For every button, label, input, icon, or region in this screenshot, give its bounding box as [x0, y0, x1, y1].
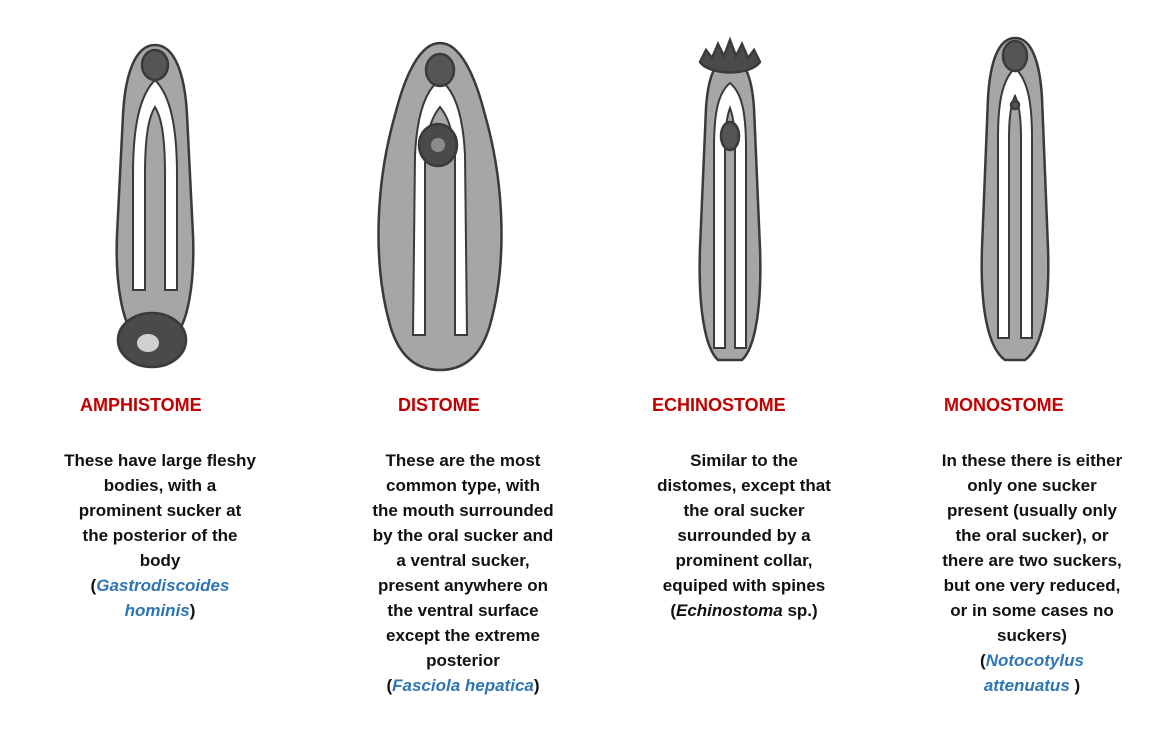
- amphistome-species: (Gastrodiscoides: [90, 576, 230, 595]
- distome-illustration: [365, 35, 515, 380]
- distome-description: These are the most common type, with the mouth surrounded by the oral sucker and a ventral sucker, present anywhere on the ventral surface except the extreme posterior (Fasciola hepatica): [333, 448, 593, 698]
- echinostome-description: Similar to the distomes, except that the oral sucker surrounded by a prominent collar, equiped with spines (Echinostoma sp.): [624, 448, 864, 623]
- echinostome-species: (Echinostoma sp.): [670, 601, 818, 620]
- amphistome-title: AMPHISTOME: [80, 395, 202, 415]
- amphistome-description: These have large fleshy bodies, with a prominent sucker at the posterior of the body (Gastrodiscoides hominis): [40, 448, 280, 623]
- distome-species: (Fasciola hepatica): [386, 676, 540, 695]
- monostome-reduced-sucker: [1011, 101, 1019, 109]
- distome-title: DISTOME: [398, 395, 480, 415]
- monostome-description: In these there is either only one sucker present (usually only the oral sucker), or there are two suckers, but one very reduced, or in some cases no suckers) (Notocotylus attenuatus ): [912, 448, 1152, 698]
- echinostome-ventral-sucker: [721, 122, 739, 150]
- distome-oral-sucker: [426, 54, 454, 86]
- echinostome-spiny-collar: [700, 40, 760, 73]
- monostome-title: MONOSTOME: [944, 395, 1064, 415]
- amphistome-illustration: [95, 35, 215, 375]
- echinostome-illustration: [670, 28, 790, 373]
- monostome-species: (Notocotylus: [980, 651, 1084, 670]
- amphistome-oral-sucker: [142, 50, 168, 80]
- echinostome-title: ECHINOSTOME: [652, 395, 786, 415]
- monostome-oral-sucker: [1003, 41, 1027, 71]
- monostome-illustration: [960, 28, 1070, 373]
